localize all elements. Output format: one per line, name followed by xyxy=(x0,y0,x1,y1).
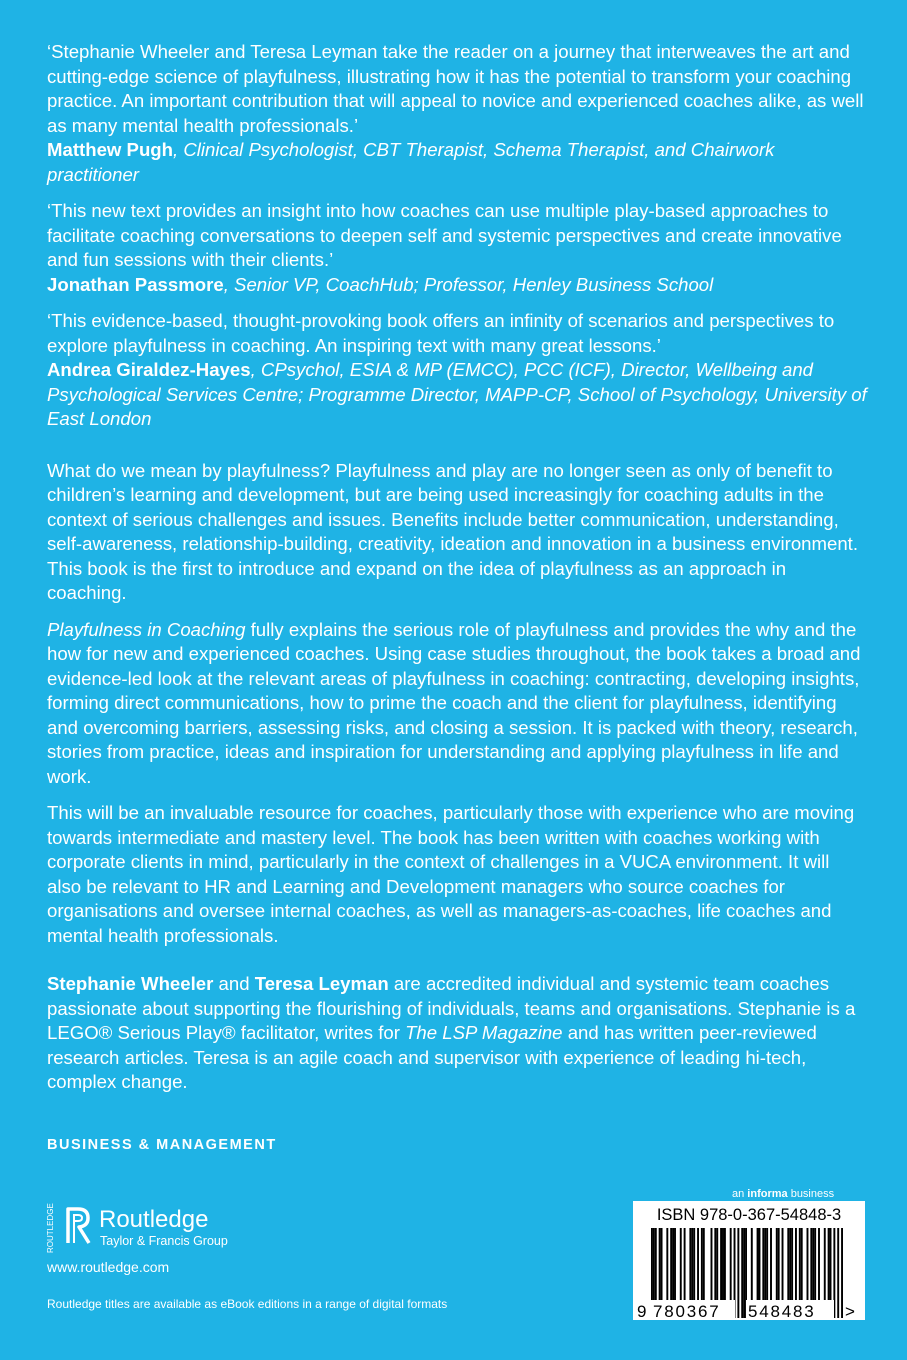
endorsement-quote: ‘This new text provides an insight into how coaches can use multiple play-based approaches to facilitate coaching conversations to deepen self and systemic perspectives and create innovative and fun sessions with their clients.’ xyxy=(47,200,842,270)
endorsement-attribution xyxy=(47,358,867,432)
author-bio-text-2: and has written peer-reviewed research articles. Teresa is an agile coach and supervisor with experience of leading hi-tech, complex change. xyxy=(47,1022,817,1092)
blurb-paragraph-2 xyxy=(47,618,867,790)
publisher-group: Taylor & Francis Group xyxy=(100,1234,228,1248)
endorser-name: Jonathan Passmore xyxy=(47,273,224,295)
endorser-role: , Clinical Psychologist, CBT Therapist, Schema Therapist, and Chairwork practitioner xyxy=(47,139,775,185)
informa-suffix: business xyxy=(787,1188,835,1200)
informa-tagline xyxy=(732,1188,834,1200)
routledge-r-icon xyxy=(64,1205,94,1245)
endorsement-3 xyxy=(47,309,867,432)
subject-category: BUSINESS & MANAGEMENT xyxy=(47,1137,277,1153)
taylor-francis-vertical-mark xyxy=(40,1203,60,1255)
barcode-bar xyxy=(743,1228,745,1318)
endorsement-attribution xyxy=(47,273,867,298)
endorsement-2 xyxy=(47,199,867,297)
blurb-paragraph-2-text: fully explains the serious role of playfulness and provides the why and the how for new and experienced coaches. Using case studies throughout, the book takes a broad and evidence-led look at the relevant areas of playfulness in coaching: contracting, developing insights, forming direct communications, how to prime the coach and the client for playfulness, identifying and overcoming barriers, assessing risks, and closing a session. It is packed with theory, research, stories from practice, ideas and inspiration for understanding and applying playfulness in life and work. xyxy=(47,618,861,787)
author-bio-and: and xyxy=(213,973,255,994)
back-cover-content xyxy=(47,40,867,1095)
book-title: Playfulness in Coaching xyxy=(47,618,246,640)
ebook-note: Routledge titles are available as eBook editions in a range of digital formats xyxy=(47,1297,448,1311)
barcode-bar xyxy=(737,1228,739,1318)
barcode-bar xyxy=(837,1228,839,1318)
barcode-digits-right: 548483 xyxy=(748,1302,816,1320)
barcode-graphic xyxy=(633,1201,865,1320)
barcode-bar xyxy=(741,1228,743,1318)
isbn-label: ISBN 978-0-367-54848-3 xyxy=(656,1206,842,1224)
endorser-role: , CPsychol, ESIA & MP (EMCC), PCC (ICF), Director, Wellbeing and Psychological Services Centre; Programme Director, MAPP-CP, School of Psychology, University of East London xyxy=(47,359,867,429)
barcode-bar xyxy=(841,1228,843,1318)
blurb-paragraph-3: This will be an invaluable resource for coaches, particularly those with experience who are moving towards intermediate and mastery level. The book has been written with coaches working with corporate clients in mind, particularly in the context of challenges in a VUCA environment. It will also be relevant to HR and Learning and Development managers who source coaches for organisations and oversee internal coaches, as well as managers-as-coaches, life coaches and mental health professionals. xyxy=(47,802,855,946)
author-bio-text-1: are accredited individual and systemic team coaches passionate about supporting the flourishing of individuals, teams and organisations. Stephanie is a LEGO® Serious Play® facilitator, writes for xyxy=(47,973,856,1043)
author-name-1: Stephanie Wheeler xyxy=(47,973,214,994)
magazine-title: The LSP Magazine xyxy=(405,1022,563,1043)
author-name-2: Teresa Leyman xyxy=(254,973,389,994)
endorser-role: , Senior VP, CoachHub; Professor, Henley Business School xyxy=(223,273,714,295)
author-bio xyxy=(47,972,867,1095)
informa-brand: informa xyxy=(747,1188,788,1200)
blurb-paragraph-1: What do we mean by playfulness? Playfulness and play are no longer seen as only of benefit to children’s learning and development, but are being used increasingly for coaching adults in the context of serious challenges and issues. Benefits include better communication, understanding, self-awareness, relationship-building, creativity, ideation and innovation in a business environment. This book is the first to introduce and expand on the idea of playfulness as an approach in coaching. xyxy=(47,459,859,603)
series-mark-text: ROUTLEDGE xyxy=(46,1203,55,1253)
barcode-digits-left: 780367 xyxy=(653,1302,721,1320)
endorsement-attribution xyxy=(47,138,867,187)
endorsement-quote: ‘Stephanie Wheeler and Teresa Leyman take the reader on a journey that interweaves the art and cutting-edge science of playfulness, illustrating how it has the potential to transform your coaching practice. An important contribution that will appeal to novice and experienced coaches alike, as well as many mental health professionals.’ xyxy=(47,41,864,136)
endorser-name: Matthew Pugh xyxy=(47,139,174,160)
informa-prefix: an xyxy=(732,1188,748,1200)
barcode-arrow: > xyxy=(845,1302,855,1320)
publisher-website-link[interactable]: www.routledge.com xyxy=(47,1259,170,1275)
barcode-lead-digit: 9 xyxy=(637,1302,647,1320)
endorsement-1 xyxy=(47,40,867,187)
endorser-name: Andrea Giraldez-Hayes xyxy=(47,359,251,380)
publisher-logo xyxy=(40,1203,260,1255)
endorsement-quote: ‘This evidence-based, thought-provoking book offers an infinity of scenarios and perspectives to explore playfulness in coaching. An inspiring text with many great lessons.’ xyxy=(47,310,835,356)
publisher-name: Routledge xyxy=(99,1206,209,1233)
isbn-barcode xyxy=(633,1201,865,1320)
